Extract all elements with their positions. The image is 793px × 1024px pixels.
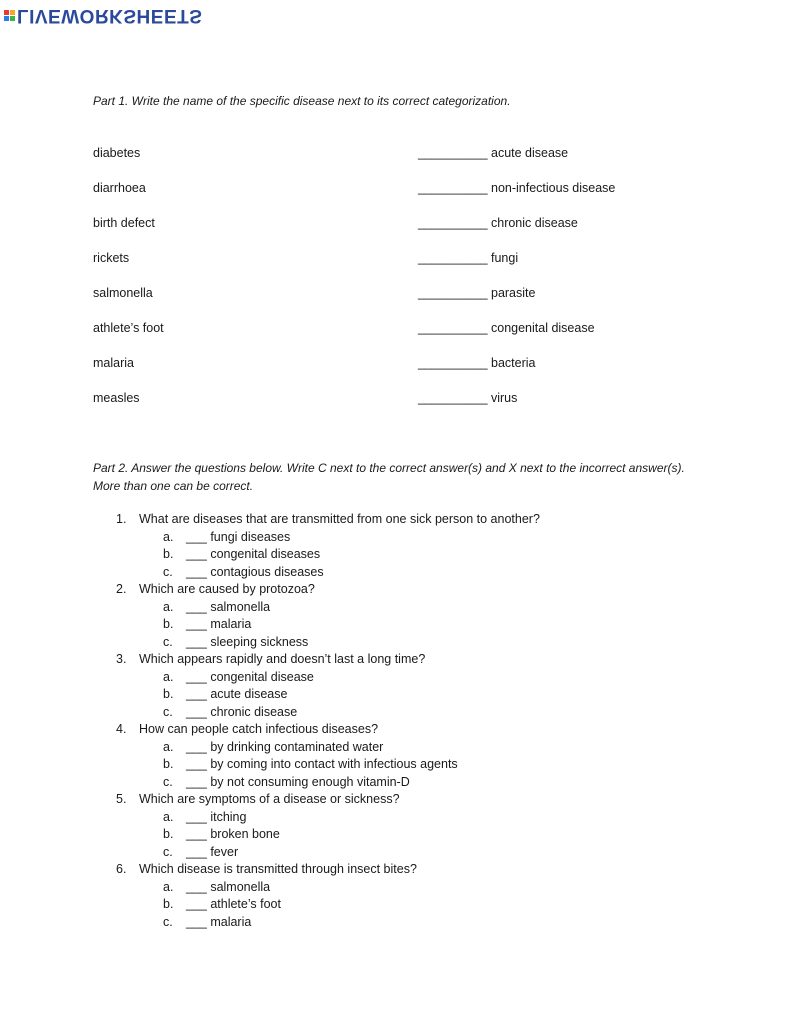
option-text: ___ malaria	[186, 617, 252, 631]
answer-option[interactable]	[116, 826, 716, 844]
logo-square-blue	[4, 16, 9, 21]
category-blank[interactable]: __________ chronic disease	[418, 216, 578, 230]
question-text: Which disease is transmitted through insect bites?	[139, 862, 417, 876]
disease-name: malaria	[93, 356, 134, 370]
part2-instruction: Part 2. Answer the questions below. Write C next to the correct answer(s) and X next to the incorrect answer(s). More than one can be correct.	[93, 461, 685, 493]
option-letter: c.	[163, 774, 173, 789]
answer-option[interactable]	[116, 669, 716, 687]
category-blank[interactable]: __________ parasite	[418, 286, 536, 300]
question-number: 5.	[116, 792, 127, 806]
matching-row	[93, 391, 693, 407]
option-text: ___ congenital disease	[186, 669, 314, 684]
option-letter: b.	[163, 617, 174, 631]
option-letter: a.	[163, 739, 174, 754]
option-text: ___ chronic disease	[186, 704, 298, 719]
option-letter: c.	[163, 844, 173, 859]
disease-name: diabetes	[93, 146, 141, 160]
disease-name: rickets	[93, 251, 130, 265]
option-letter: a.	[163, 809, 174, 824]
question-line	[116, 791, 716, 809]
matching-row	[93, 216, 693, 232]
option-text: ___ contagious diseases	[186, 564, 324, 579]
category-blank[interactable]: __________ virus	[418, 391, 518, 405]
question-text: How can people catch infectious diseases?	[139, 722, 379, 736]
option-letter: a.	[163, 529, 174, 544]
option-text: ___ itching	[186, 809, 247, 824]
disease-name: measles	[93, 391, 140, 405]
answer-option[interactable]	[116, 896, 716, 914]
question-number: 6.	[116, 862, 127, 876]
part2-question-list	[116, 511, 716, 931]
answer-option[interactable]	[116, 704, 716, 722]
answer-option[interactable]	[116, 546, 716, 564]
answer-option[interactable]	[116, 634, 716, 652]
answer-option[interactable]	[116, 739, 716, 757]
option-letter: c.	[163, 914, 173, 929]
matching-row	[93, 356, 693, 372]
question-number: 2.	[116, 582, 127, 596]
category-blank[interactable]: __________ congenital disease	[418, 321, 595, 335]
question-line	[116, 511, 716, 529]
question-item	[116, 511, 716, 581]
answer-option[interactable]	[116, 616, 716, 634]
option-text: ___ broken bone	[186, 827, 280, 841]
question-text: Which appears rapidly and doesn’t last a long time?	[139, 652, 426, 666]
option-letter: c.	[163, 634, 173, 649]
option-letter: b.	[163, 897, 174, 911]
matching-row	[93, 321, 693, 337]
answer-option[interactable]	[116, 914, 716, 932]
disease-name: athlete’s foot	[93, 321, 164, 335]
answer-option[interactable]	[116, 686, 716, 704]
question-number: 1.	[116, 512, 127, 526]
question-item	[116, 861, 716, 931]
question-line	[116, 581, 716, 599]
option-text: ___ malaria	[186, 914, 252, 929]
matching-row	[93, 181, 693, 197]
option-text: ___ by drinking contaminated water	[186, 739, 384, 754]
category-blank[interactable]: __________ fungi	[418, 251, 519, 265]
question-number: 3.	[116, 652, 127, 666]
option-text: ___ acute disease	[186, 687, 288, 701]
question-item	[116, 791, 716, 861]
part1-instruction: Part 1. Write the name of the specific disease next to its correct categorization.	[93, 94, 511, 108]
logo-text: LIVEWORKSHEETS	[17, 4, 203, 26]
logo-square-green	[10, 16, 15, 21]
category-blank[interactable]: __________ non-infectious disease	[418, 181, 616, 195]
disease-name: birth defect	[93, 216, 155, 230]
disease-name: diarrhoea	[93, 181, 146, 195]
option-text: ___ by coming into contact with infectious agents	[186, 757, 458, 771]
disease-name: salmonella	[93, 286, 153, 300]
question-item	[116, 651, 716, 721]
option-letter: b.	[163, 687, 174, 701]
option-letter: b.	[163, 547, 174, 561]
option-text: ___ sleeping sickness	[186, 634, 309, 649]
answer-option[interactable]	[116, 809, 716, 827]
question-item	[116, 581, 716, 651]
answer-option[interactable]	[116, 756, 716, 774]
answer-option[interactable]	[116, 774, 716, 792]
option-text: ___ congenital diseases	[186, 547, 321, 561]
question-line	[116, 721, 716, 739]
category-blank[interactable]: __________ acute disease	[418, 146, 569, 160]
matching-row	[93, 251, 693, 267]
question-text: Which are symptoms of a disease or sickness?	[139, 792, 400, 806]
answer-option[interactable]	[116, 599, 716, 617]
option-letter: a.	[163, 669, 174, 684]
question-line	[116, 651, 716, 669]
question-line	[116, 861, 716, 879]
question-text: Which are caused by protozoa?	[139, 582, 315, 596]
answer-option[interactable]	[116, 844, 716, 862]
logo-square-orange	[10, 10, 15, 15]
option-text: ___ salmonella	[186, 599, 271, 614]
liveworksheets-logo	[4, 4, 202, 26]
option-text: ___ salmonella	[186, 879, 271, 894]
matching-row	[93, 146, 693, 162]
option-letter: c.	[163, 564, 173, 579]
option-letter: a.	[163, 599, 174, 614]
option-text: ___ athlete’s foot	[186, 897, 281, 911]
answer-option[interactable]	[116, 879, 716, 897]
answer-option[interactable]	[116, 564, 716, 582]
category-blank[interactable]: __________ bacteria	[418, 356, 536, 370]
option-letter: c.	[163, 704, 173, 719]
option-letter: b.	[163, 827, 174, 841]
option-letter: b.	[163, 757, 174, 771]
option-text: ___ fungi diseases	[186, 529, 291, 544]
matching-row	[93, 286, 693, 302]
question-item	[116, 721, 716, 791]
answer-option[interactable]	[116, 529, 716, 547]
question-number: 4.	[116, 722, 127, 736]
option-letter: a.	[163, 879, 174, 894]
question-text: What are diseases that are transmitted from one sick person to another?	[139, 512, 540, 526]
logo-square-red	[4, 10, 9, 15]
logo-squares-icon	[4, 10, 15, 21]
option-text: ___ fever	[186, 844, 239, 859]
option-text: ___ by not consuming enough vitamin-D	[186, 774, 410, 789]
